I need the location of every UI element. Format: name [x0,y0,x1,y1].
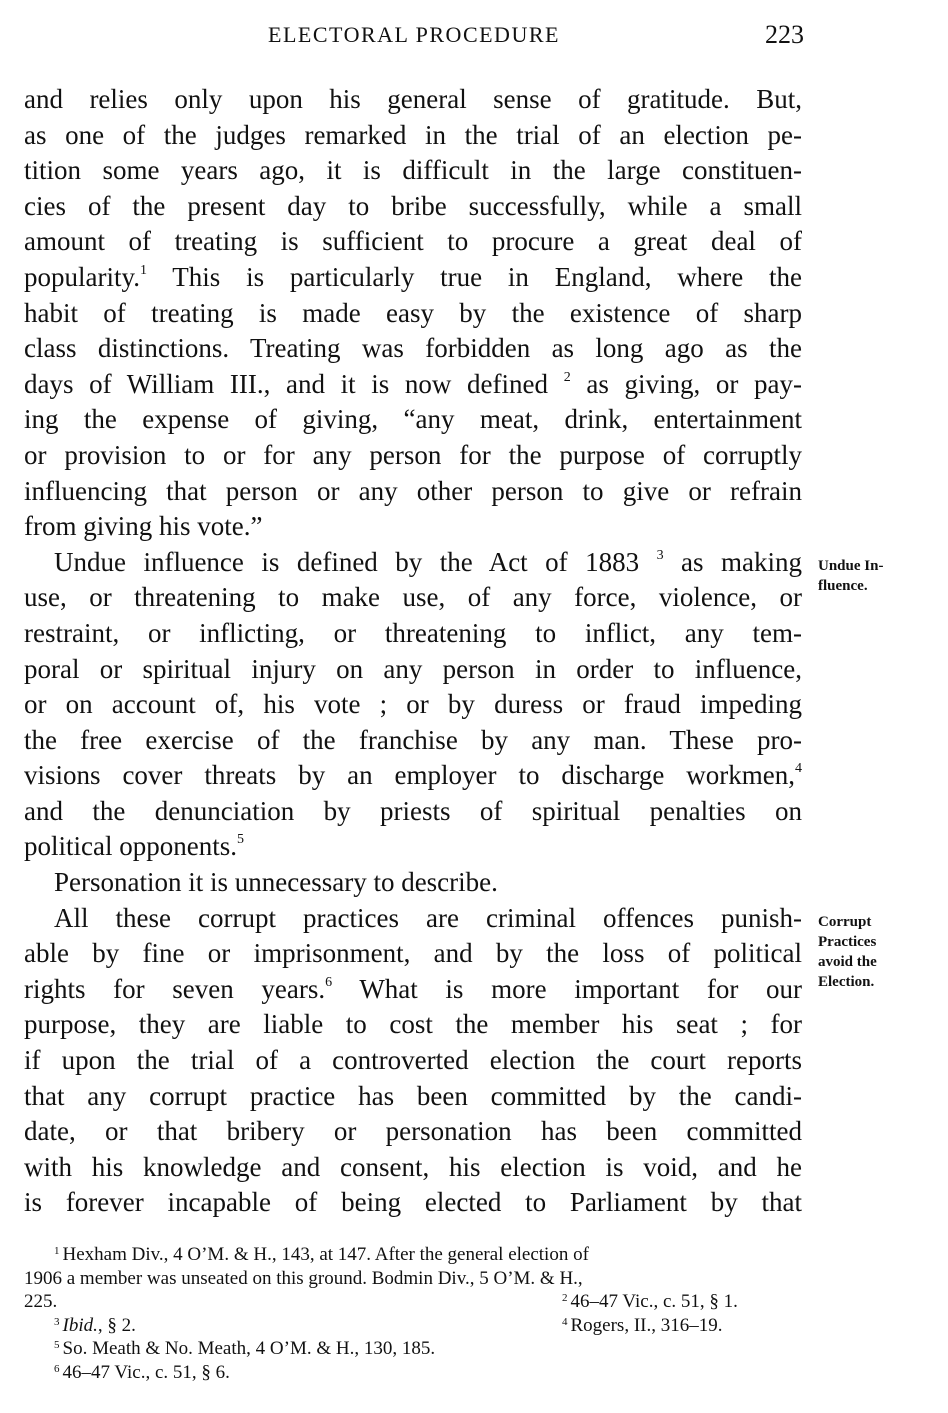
text-line: cies of the present day to bribe successfully, while a small [24,190,802,221]
footnote-6 [24,1361,804,1385]
footnote-ref: 2 [563,369,571,385]
footnote-ref: 3 [656,547,664,563]
sidenote-line: Election. [818,974,875,990]
footnote-text: Hexham Div., 4 O’M. & H., 143, at 147. After the general election of [62,1244,589,1265]
text-line: use, or threatening to make use, of any force, violence, or [24,582,802,613]
footnote-ref: 4 [795,761,802,777]
text-line: and the denunciation by priests of spiritual penalties on [24,795,802,826]
page-number: 223 [765,20,804,49]
footnote-1 [24,1243,804,1267]
footnote-mark: 2 [562,1292,568,1304]
text-line: habit of treating is made easy by the existence of sharp [24,297,802,328]
text-segment: political opponents. [24,831,237,862]
footnote-italic: Ibid. [62,1314,98,1336]
footnote-text: , § 2. [97,1314,136,1336]
sidenote-line: Practices [818,934,877,950]
text-line: purpose, they are liable to cost the member his seat ; for [24,1009,802,1040]
text-line [24,829,802,865]
paragraph-1 [24,82,802,545]
text-segment: as giving, or pay- [586,368,803,399]
sidenote-line: Undue In- [818,558,884,574]
footnote-ref: 6 [325,974,333,990]
footnote-mark: 3 [54,1315,60,1328]
footnote-ref: 5 [236,832,244,848]
text-line: tition some years ago, it is difficult in the large constituen- [24,155,802,186]
text-line: or on account of, his vote ; or by duress or fraud impeding [24,689,802,720]
running-title: ELECTORAL PROCEDURE [268,22,560,47]
sidenote-line: fluence. [818,578,868,594]
paragraph-3 [24,865,802,901]
text-segment: rights for seven years. [24,973,326,1004]
text-line: able by fine or imprisonment, and by the loss of political [24,938,802,969]
footnote-mark: 4 [562,1315,568,1328]
text-line: class distinctions. Treating was forbidden as long ago as the [24,333,802,364]
text-segment: as making [681,546,802,577]
text-line: if upon the trial of a controverted election the court reports [24,1045,802,1076]
text-line: as one of the judges remarked in the trial of an election pe- [24,119,802,150]
sidenote-line: Corrupt [818,914,872,930]
footnote-text: 46–47 Vic., c. 51, § 1. [570,1291,738,1312]
text-line: influencing that person or any other person to give or refrain [24,475,802,506]
paragraph-4 [24,901,802,1221]
text-line: date, or that bribery or personation has been committed [24,1116,802,1147]
footnote-text: Rogers, II., 316–19. [570,1314,723,1336]
text-segment: days of William III., and it is now defined [24,368,549,399]
paragraph-2 [24,545,802,865]
text-line: from giving his vote.” [24,511,263,542]
footnotes [24,1243,804,1384]
footnote-row [24,1290,804,1314]
sidenote-corrupt-practices [818,912,946,992]
text-line: the free exercise of the franchise by any man. These pro- [24,724,802,755]
footnote-3 [54,1315,136,1336]
text-segment: popularity. [24,261,140,292]
footnote-text: So. Meath & No. Meath, 4 O’M. & H., 130, 185. [62,1338,436,1359]
footnote-row [24,1314,804,1338]
text-line: is forever incapable of being elected to Parliament by that [24,1187,802,1218]
footnote-mark: 5 [54,1339,60,1351]
running-head [24,20,804,52]
footnote-text: 225. [24,1291,58,1312]
text-line: ing the expense of giving, “any meat, drink, entertainment [24,404,802,435]
text-line: All these corrupt practices are criminal offences punish- [54,902,802,933]
text-segment: What is more important for our [359,973,802,1004]
sidenote-line: avoid the [818,954,877,970]
text-line [24,545,802,581]
sidenote-undue-influence [818,556,946,596]
footnote-mark: 1 [54,1245,60,1257]
text-line [24,972,802,1008]
text-line [24,260,802,296]
footnote-5 [24,1337,804,1361]
footnote-mark: 6 [54,1362,60,1375]
body-text [24,82,802,1221]
text-line: amount of treating is sufficient to procure a great deal of [24,226,802,257]
footnote-1-cont: 1906 a member was unseated on this ground. Bodmin Div., 5 O’M. & H., [24,1267,583,1289]
text-line: poral or spiritual injury on any person in order to influence, [24,653,802,684]
text-line [24,758,802,794]
text-line: restraint, or inflicting, or threatening to inflict, any tem- [24,617,802,648]
text-segment: This is particularly true in England, where the [172,261,802,292]
text-line [24,367,802,403]
text-segment: visions cover threats by an employer to discharge workmen, [24,760,795,791]
footnote-text: 46–47 Vic., c. 51, § 6. [62,1361,230,1383]
text-line: with his knowledge and consent, his election is void, and he [24,1151,802,1182]
text-line: and relies only upon his general sense of gratitude. But, [24,84,802,114]
text-line: or provision to or for any person for the purpose of corruptly [24,439,802,470]
text-segment: Undue influence is defined by the Act of 1883 [54,546,640,577]
text-line: Personation it is unnecessary to describe. [54,867,498,898]
footnote-ref: 1 [139,262,147,278]
text-line: that any corrupt practice has been committed by the candi- [24,1080,802,1111]
